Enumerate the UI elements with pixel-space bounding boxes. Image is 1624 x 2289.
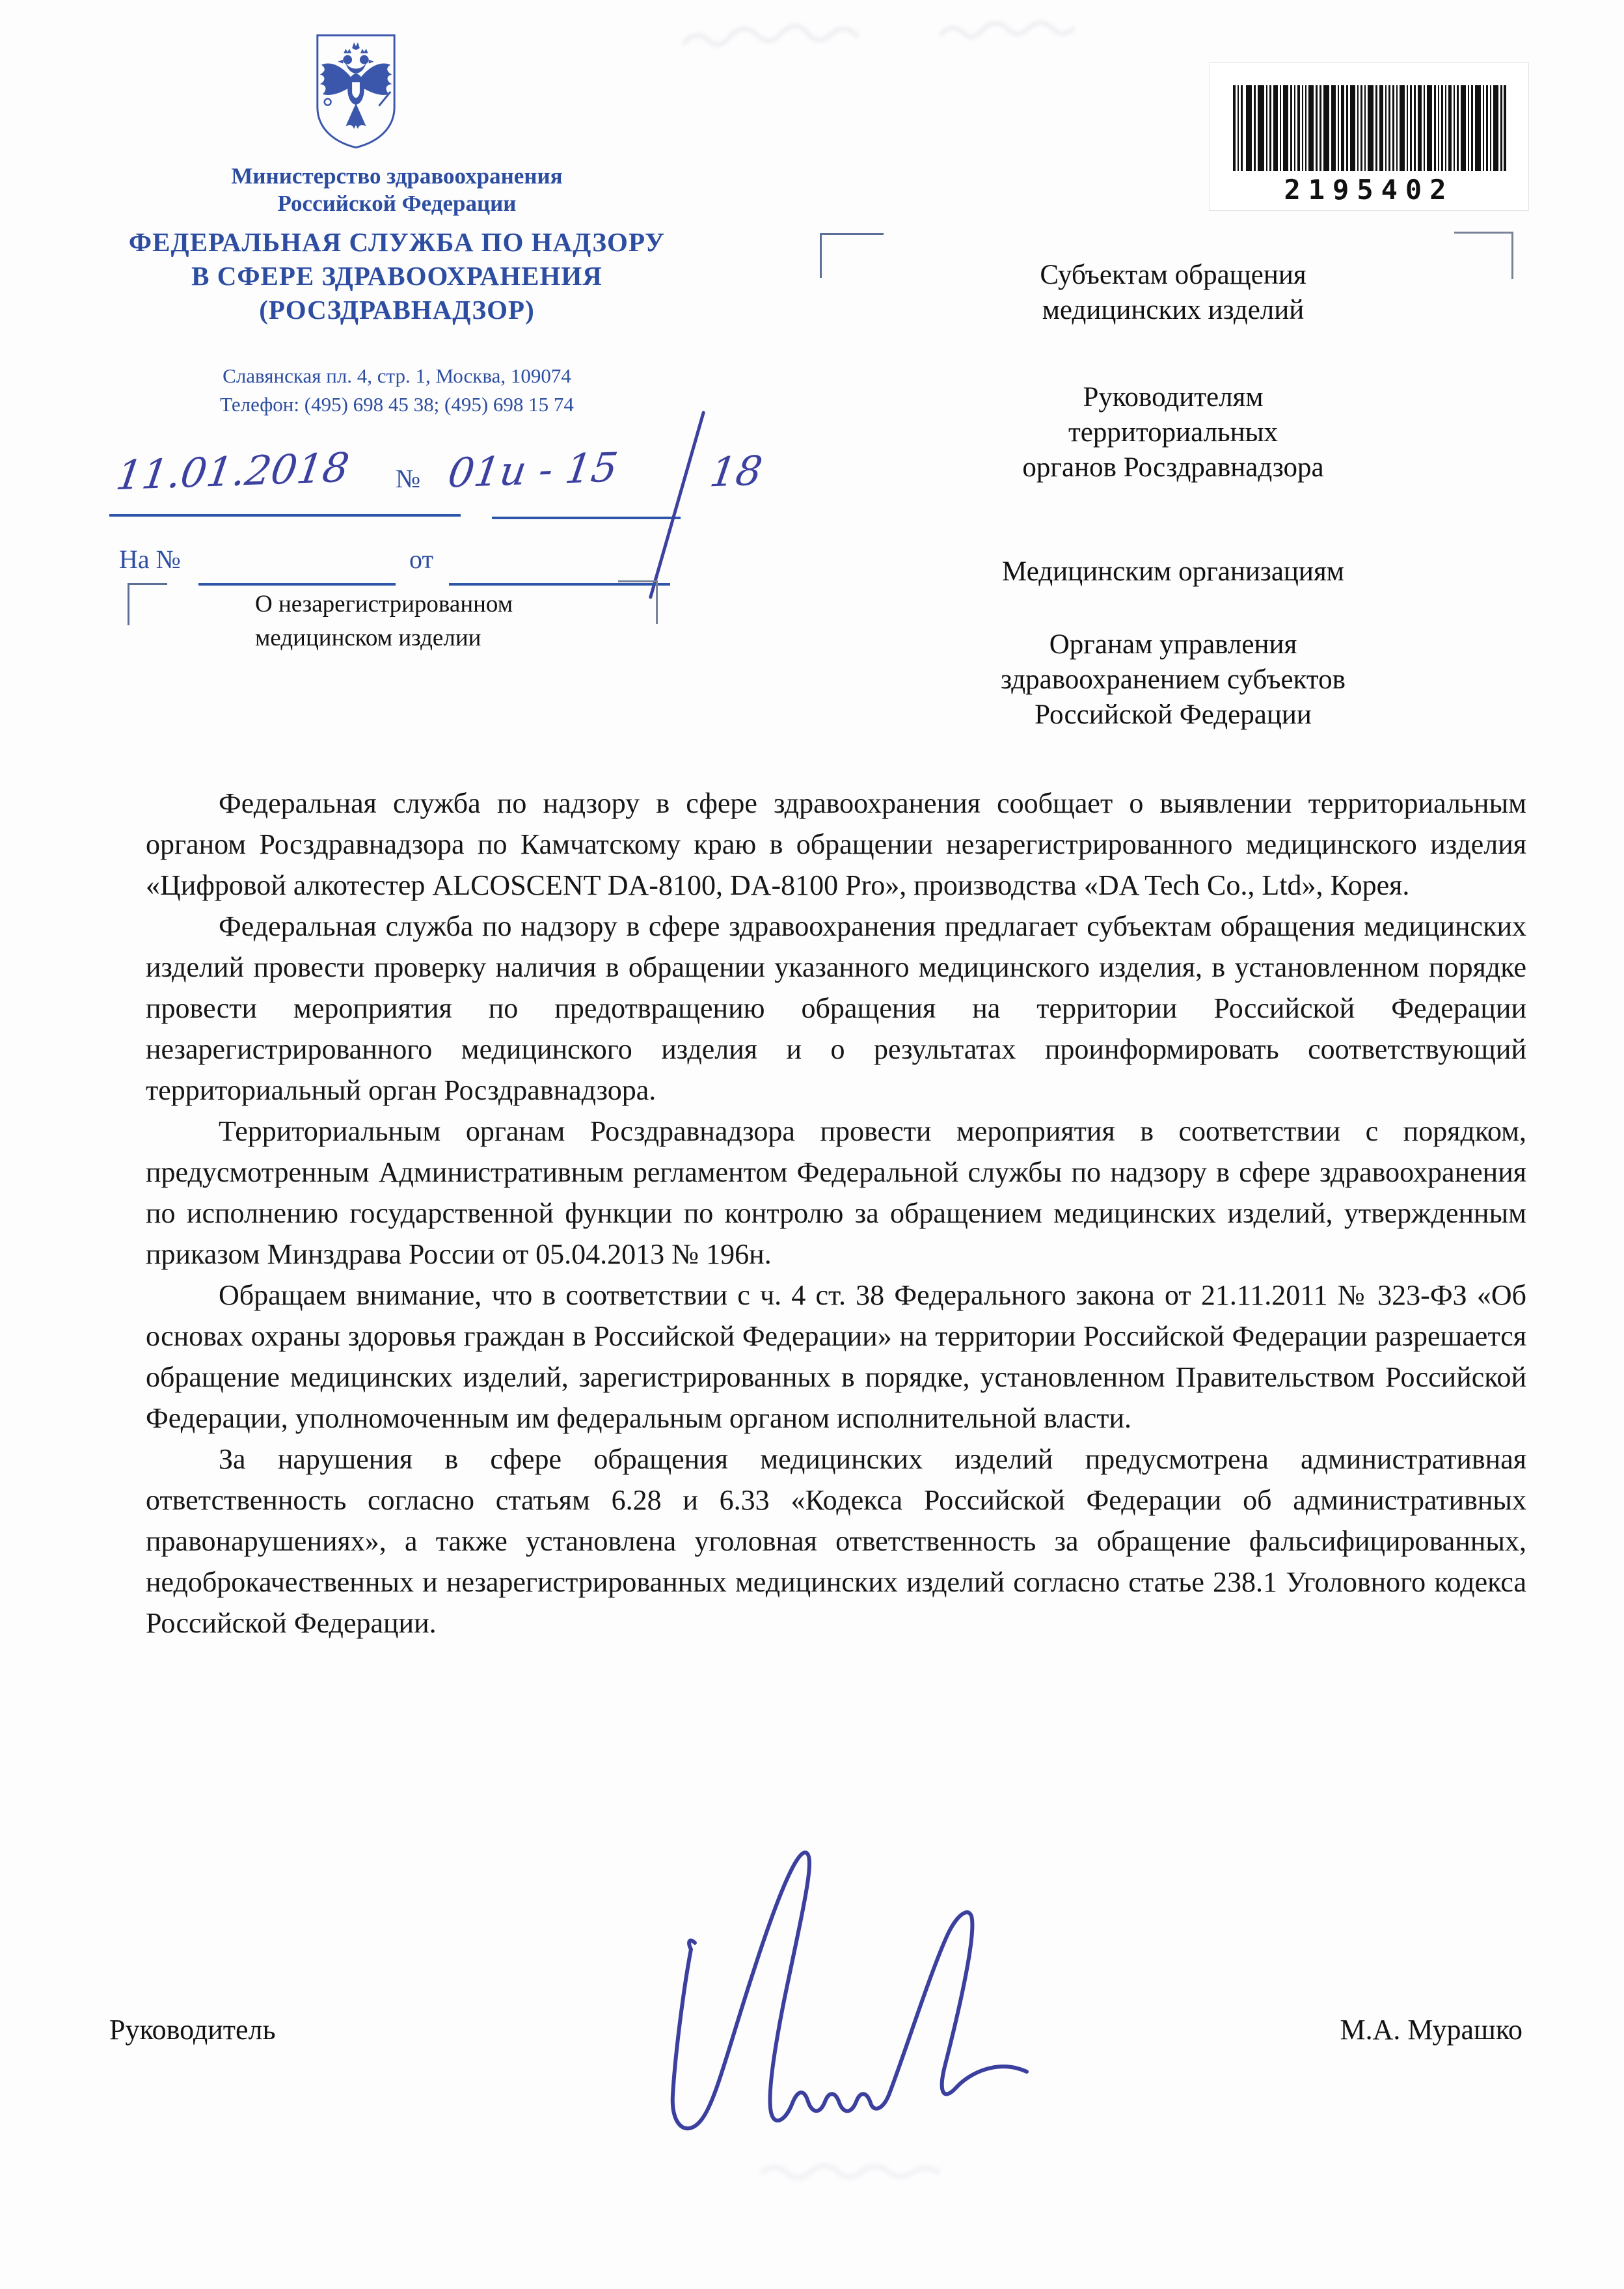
recipient-line: Субъектам обращения bbox=[1040, 260, 1306, 290]
from-label: от bbox=[409, 545, 433, 574]
pencil-smudge-top-right bbox=[930, 7, 1178, 65]
signature-title: Руководитель bbox=[109, 2014, 276, 2046]
service-line-3: (РОСЗДРАВНАДЗОР) bbox=[259, 295, 535, 325]
body-paragraph: Территориальным органам Росздравнадзора провести мероприятия в соответствии с порядком, предусмотренным Административным регламентом Федеральной службы по надзору в сфере здравоохранения по исполнению государственной функции по контролю за обращением медицинских изделий, утвержденным приказом Минздрава России от 05.04.2013 № 196н. bbox=[146, 1115, 1526, 1270]
corner-mark-subject-left bbox=[128, 583, 167, 625]
signature-autograph bbox=[638, 1844, 1067, 2150]
recipient-group bbox=[825, 380, 1521, 485]
phone-line: Телефон: (495) 698 45 38; (495) 698 15 74 bbox=[220, 393, 574, 416]
address-line: Славянская пл. 4, стр. 1, Москва, 109074 bbox=[223, 364, 571, 387]
ministry-line-2: Российской Федерации bbox=[277, 191, 517, 216]
subject-block bbox=[255, 588, 513, 655]
subject-line-2: медицинском изделии bbox=[255, 625, 481, 651]
recipient-group bbox=[825, 554, 1521, 589]
pencil-smudge-top-left bbox=[670, 12, 969, 77]
recipient-line: территориальных bbox=[1068, 417, 1279, 448]
barcode bbox=[1209, 62, 1529, 211]
handwritten-number: 01и - 15 bbox=[445, 443, 621, 497]
recipient-line: медицинских изделий bbox=[1042, 295, 1305, 325]
letter-body bbox=[146, 783, 1526, 1644]
recipient-line: Руководителям bbox=[1083, 382, 1264, 413]
date-underline bbox=[109, 514, 461, 517]
recipient-group bbox=[825, 627, 1521, 733]
recipient-line: Российской Федерации bbox=[1035, 699, 1312, 730]
handwritten-slash bbox=[649, 411, 705, 599]
ministry-line-1: Министерство здравоохранения bbox=[231, 163, 563, 189]
recipient-group bbox=[825, 258, 1521, 328]
reply-number-label: На № bbox=[119, 545, 181, 574]
handwritten-date: 11.01.2018 bbox=[113, 443, 353, 500]
coat-of-arms-emblem bbox=[311, 30, 401, 152]
reply-number-underline bbox=[198, 583, 396, 586]
number-sign: № bbox=[396, 464, 421, 493]
body-paragraph: Обращаем внимание, что в соответствии с ч. 4 ст. 38 Федерального закона от 21.11.2011 № 323-ФЗ «Об основах охраны здоровья граждан в Российской Федерации» на территории Российской Федерации разрешается обращение медицинских изделий, зарегистрированных в порядке, установленном Правительством Российской Федерации, уполномоченным им федеральным органом исполнительной власти. bbox=[146, 1279, 1526, 1434]
recipient-line: органов Росздравнадзора bbox=[1022, 452, 1324, 483]
handwritten-number-suffix: 18 bbox=[707, 446, 766, 496]
recipient-line: Органам управления bbox=[1049, 629, 1297, 660]
contact-block bbox=[85, 362, 709, 419]
barcode-number: 2195402 bbox=[1284, 174, 1454, 206]
service-line-2: В СФЕРЕ ЗДРАВООХРАНЕНИЯ bbox=[191, 261, 602, 291]
signatory-name: М.А. Мурашко bbox=[1340, 2014, 1522, 2046]
recipient-line: Медицинским организациям bbox=[1002, 556, 1344, 587]
service-name bbox=[85, 225, 709, 327]
ministry-name bbox=[85, 163, 709, 217]
recipient-line: здравоохранением субъектов bbox=[1001, 664, 1346, 695]
smudge-bottom bbox=[755, 2147, 976, 2199]
subject-line-1: О незарегистрированном bbox=[255, 591, 513, 617]
corner-mark-subject-right bbox=[618, 580, 658, 624]
body-paragraph: Федеральная служба по надзору в сфере здравоохранения сообщает о выявлении территориальным органом Росздравнадзора по Камчатскому краю в обращении незарегистрированного медицинского изделия «Цифровой алкотестер ALCOSCENT DA-8100, DA-8100 Pro», производства «DA Tech Co., Ltd», Корея. bbox=[146, 787, 1526, 901]
body-paragraph: За нарушения в сфере обращения медицинских изделий предусмотрена административная ответственность согласно статьям 6.28 и 6.33 «Кодекса Российской Федерации об административных правонарушениях», а также установлена уголовная ответственность за обращение фальсифицированных, недоброкачественных и незарегистрированных медицинских изделий согласно статье 238.1 Уголовного кодекса Российской Федерации. bbox=[146, 1443, 1526, 1639]
barcode-bars bbox=[1233, 85, 1506, 171]
body-paragraph: Федеральная служба по надзору в сфере здравоохранения предлагает субъектам обращения медицинских изделий провести проверку наличия в обращении указанного медицинского изделия, в установленном порядке провести мероприятия по предотвращению обращения на территории Российской Федерации незарегистрированного медицинского изделия и о результатах проинформировать соответствующий территориальный орган Росздравнадзора. bbox=[146, 910, 1526, 1106]
service-line-1: ФЕДЕРАЛЬНАЯ СЛУЖБА ПО НАДЗОРУ bbox=[128, 227, 666, 257]
number-underline bbox=[492, 517, 681, 519]
